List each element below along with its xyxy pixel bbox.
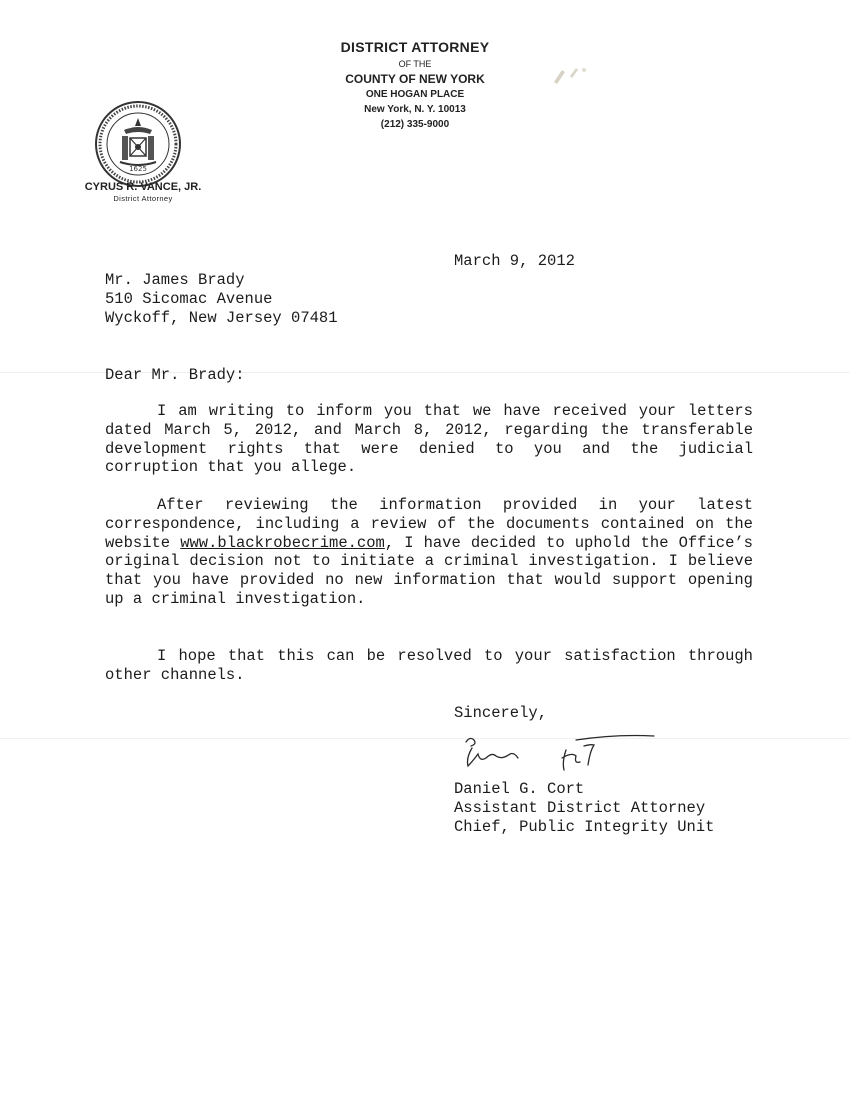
body-paragraph-1: I am writing to inform you that we have received your letters dated March 5, 2012, and March 8, 2012, regarding the transferable development rights that were denied to you and the judicial corruption that you allege. xyxy=(105,402,753,477)
ink-smudge xyxy=(540,60,600,90)
recipient-street: 510 Sicomac Avenue xyxy=(105,290,273,308)
paragraph2-text: After reviewing the information provided in your latest correspondence, including a review of the documents contained on the website xyxy=(105,496,753,552)
office-title: DISTRICT ATTORNEY xyxy=(340,39,490,55)
city-seal-icon xyxy=(94,100,182,188)
seal-year: 1625 xyxy=(129,165,147,173)
fold-line xyxy=(0,738,850,739)
closing: Sincerely, xyxy=(454,704,548,722)
office-city: New York, N. Y. 10013 xyxy=(364,104,466,115)
body-paragraph-3: I hope that this can be resolved to your satisfaction through other channels. xyxy=(105,647,753,684)
letterhead xyxy=(250,38,580,132)
body-paragraph-2 xyxy=(105,496,753,609)
da-block xyxy=(60,180,226,204)
county-name: COUNTY OF NEW YORK xyxy=(345,72,485,86)
recipient-name: Mr. James Brady xyxy=(105,271,245,289)
office-phone: (212) 335-9000 xyxy=(380,119,450,130)
recipient-city: Wyckoff, New Jersey 07481 xyxy=(105,309,338,327)
handwritten-signature xyxy=(458,728,658,778)
office-address: ONE HOGAN PLACE xyxy=(365,89,465,100)
da-title: District Attorney xyxy=(113,194,173,203)
recipient-address xyxy=(105,271,338,328)
salutation: Dear Mr. Brady: xyxy=(105,366,245,384)
website-link[interactable]: www.blackrobecrime.com xyxy=(180,533,385,552)
signer-name: Daniel G. Cort xyxy=(454,780,585,798)
paragraph2-text: , I have decided to uphold the Office’s original decision not to initiate a criminal investigation. I believe that you have provided no new information that would support opening up a criminal investigation. xyxy=(105,533,753,608)
letter-date: March 9, 2012 xyxy=(454,252,575,270)
signer-title: Assistant District Attorney xyxy=(454,799,706,817)
of-the-text: OF THE xyxy=(398,59,432,69)
signer-unit: Chief, Public Integrity Unit xyxy=(454,818,715,836)
signature-block xyxy=(454,780,714,837)
da-name: CYRUS R. VANCE, JR. xyxy=(84,181,202,193)
